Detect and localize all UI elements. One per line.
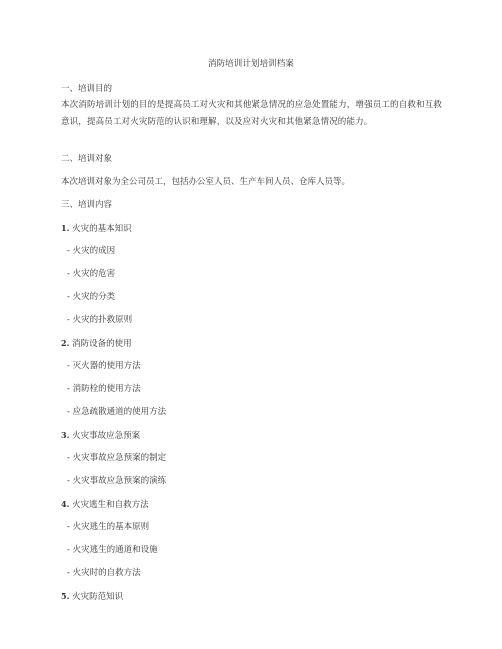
content-subitem: - 火灾的危害 (67, 269, 116, 279)
section-heading-audience: 二、培训对象 (61, 154, 113, 164)
purpose-paragraph: 本次消防培训计划的目的是提高员工对火灾和其他紧急情况的应急处置能力，增强员工的自救和互救意识，提高员工对火灾防范的认识和理解，以及应对火灾和其他紧急情况的能力。 (61, 100, 442, 127)
content-item-heading (61, 590, 123, 603)
section-heading-content: 三、培训内容 (61, 200, 113, 210)
content-subitem: - 消防栓的使用方法 (67, 384, 141, 394)
document-title: 消防培训计划培训档案 (207, 59, 294, 69)
content-item-heading (61, 429, 140, 442)
content-subitem: - 灭火器的使用方法 (67, 361, 141, 371)
content-item-title: 消防设备的使用 (72, 339, 132, 349)
content-item-title: 火灾的基本知识 (72, 224, 132, 234)
content-item-title: 火灾逃生和自救方法 (72, 500, 149, 510)
section-heading-purpose: 一、培训目的 (61, 84, 113, 94)
content-item-heading (61, 498, 149, 511)
content-subitem: - 火灾的扑救原则 (67, 315, 133, 325)
content-item-number: 1. (61, 223, 70, 233)
content-subitem: - 火灾的分类 (67, 292, 116, 302)
content-item-number: 3. (61, 430, 70, 440)
content-item-number: 5. (61, 591, 70, 601)
content-item-title: 火灾防范知识 (72, 592, 124, 602)
content-item-heading (61, 222, 132, 235)
content-item-title: 火灾事故应急预案 (72, 431, 141, 441)
content-subitem: - 火灾的成因 (67, 246, 116, 256)
content-subitem: - 应急疏散通道的使用方法 (67, 407, 167, 417)
content-item-heading (61, 337, 132, 350)
content-subitem: - 火灾时的自救方法 (67, 568, 141, 578)
content-subitem: - 火灾逃生的基本原则 (67, 522, 150, 532)
content-subitem: - 火灾事故应急预案的制定 (67, 453, 167, 463)
content-item-number: 2. (61, 338, 70, 348)
content-item-number: 4. (61, 499, 70, 509)
content-subitem: - 火灾逃生的通道和设施 (67, 545, 158, 555)
content-subitem: - 火灾事故应急预案的演练 (67, 476, 167, 486)
audience-paragraph: 本次培训对象为全公司员工，包括办公室人员、生产车间人员、仓库人员等。 (61, 177, 351, 187)
